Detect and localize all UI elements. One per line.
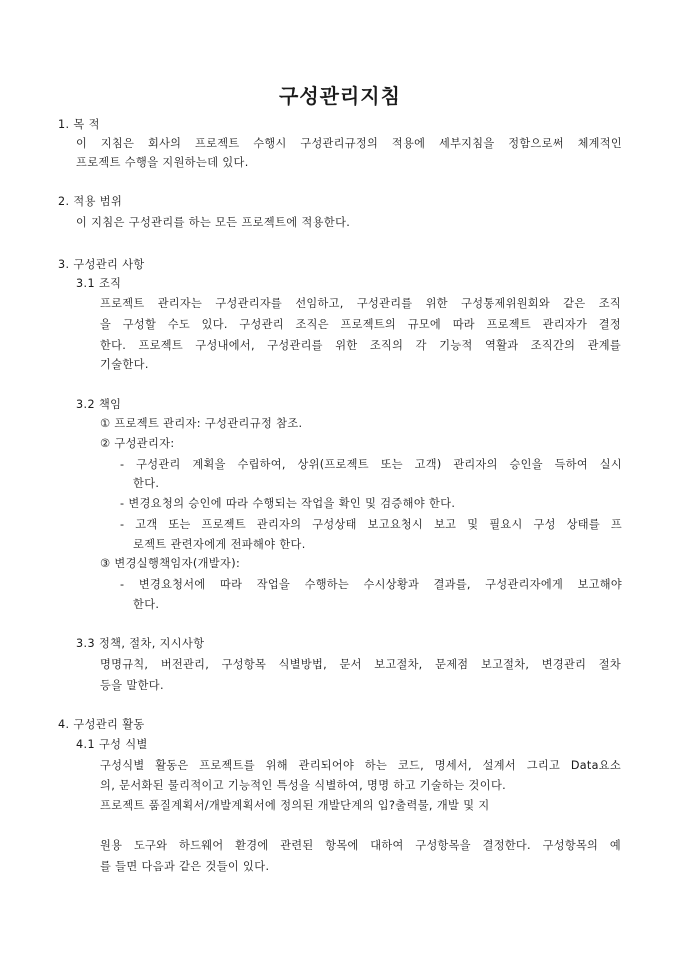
section-3-1-line-2: 을 구성할 수도 있다. 구성관리 조직은 프로젝트의 규모에 따라 프로젝트 관리자가 결정 bbox=[100, 318, 621, 331]
config-manager-duty-3-cont: 로젝트 관련자에게 전파해야 한다. bbox=[133, 538, 306, 551]
section-3-3-heading: 3.3 정책, 절차, 지시사항 bbox=[76, 637, 205, 650]
responsibility-item-3: ③ 변경실행책임자(개발자): bbox=[100, 557, 241, 570]
section-1-line-2: 프로젝트 수행을 지원하는데 있다. bbox=[76, 156, 249, 169]
section-3-2-heading: 3.2 책임 bbox=[76, 398, 122, 411]
section-3-3-line-2: 등을 말한다. bbox=[100, 679, 164, 692]
section-4-1-line-5: 를 들면 다음과 같은 것들이 있다. bbox=[100, 860, 270, 873]
document-title: 구성관리지침 bbox=[279, 84, 401, 108]
config-manager-duty-1: - 구성관리 계획을 수립하여, 상위(프로젝트 또는 고객) 관리자의 승인을 득하여 실시 bbox=[120, 458, 622, 471]
responsibility-item-1: ① 프로젝트 관리자: 구성관리규정 참조. bbox=[100, 417, 303, 430]
section-4-1-line-1: 구성식별 활동은 프로젝트를 위해 관리되어야 하는 코드, 명세서, 설계서 그리고 Data요소 bbox=[100, 759, 621, 772]
section-3-1-line-3: 한다. 프로젝트 구성내에서, 구성관리를 위한 조직의 각 기능적 역활과 조직간의 관계를 bbox=[100, 339, 621, 352]
section-3-3-line-1: 명명규칙, 버전관리, 구성항목 식별방법, 문서 보고절차, 문제점 보고절차, 변경관리 절차 bbox=[100, 658, 621, 671]
section-3-1-heading: 3.1 조직 bbox=[76, 277, 122, 290]
section-3-1-line-4: 기술한다. bbox=[100, 358, 149, 371]
responsibility-item-2: ② 구성관리자: bbox=[100, 437, 175, 450]
change-executor-duty-1-cont: 한다. bbox=[133, 598, 160, 611]
section-2-line-1: 이 지침은 구성관리를 하는 모든 프로젝트에 적용한다. bbox=[76, 216, 351, 229]
section-3-1-line-1: 프로젝트 관리자는 구성관리자를 선임하고, 구성관리를 위한 구성통제위원회와 같은 조직 bbox=[100, 297, 621, 310]
config-manager-duty-3: - 고객 또는 프로젝트 관리자의 구성상태 보고요청시 보고 및 필요시 구성 상태를 프 bbox=[120, 518, 622, 531]
section-1-heading: 1. 목 적 bbox=[58, 118, 100, 131]
section-4-1-line-4: 원용 도구와 하드웨어 환경에 관련된 항목에 대하여 구성항목을 결정한다. 구성항목의 예 bbox=[100, 839, 621, 852]
section-4-1-line-2: 의, 문서화된 물리적이고 기능적인 특성을 식별하여, 명명 하고 기술하는 것이다. bbox=[100, 779, 507, 792]
section-2-heading: 2. 적용 범위 bbox=[58, 195, 123, 208]
section-4-1-line-3: 프로젝트 품질계획서/개발계획서에 정의된 개발단계의 입?출력물, 개발 및 지 bbox=[100, 799, 490, 812]
config-manager-duty-1-cont: 한다. bbox=[133, 477, 160, 490]
section-1-line-1: 이 지침은 회사의 프로젝트 수행시 구성관리규정의 적용에 세부지침을 정함으로써 체계적인 bbox=[76, 137, 622, 150]
section-4-1-heading: 4.1 구성 식별 bbox=[76, 738, 148, 751]
section-3-heading: 3. 구성관리 사항 bbox=[58, 258, 145, 271]
section-4-heading: 4. 구성관리 활동 bbox=[58, 718, 145, 731]
change-executor-duty-1: - 변경요청서에 따라 작업을 수행하는 수시상황과 결과를, 구성관리자에게 보고해야 bbox=[120, 578, 622, 591]
config-manager-duty-2: - 변경요청의 승인에 따라 수행되는 작업을 확인 및 검증해야 한다. bbox=[120, 497, 456, 510]
